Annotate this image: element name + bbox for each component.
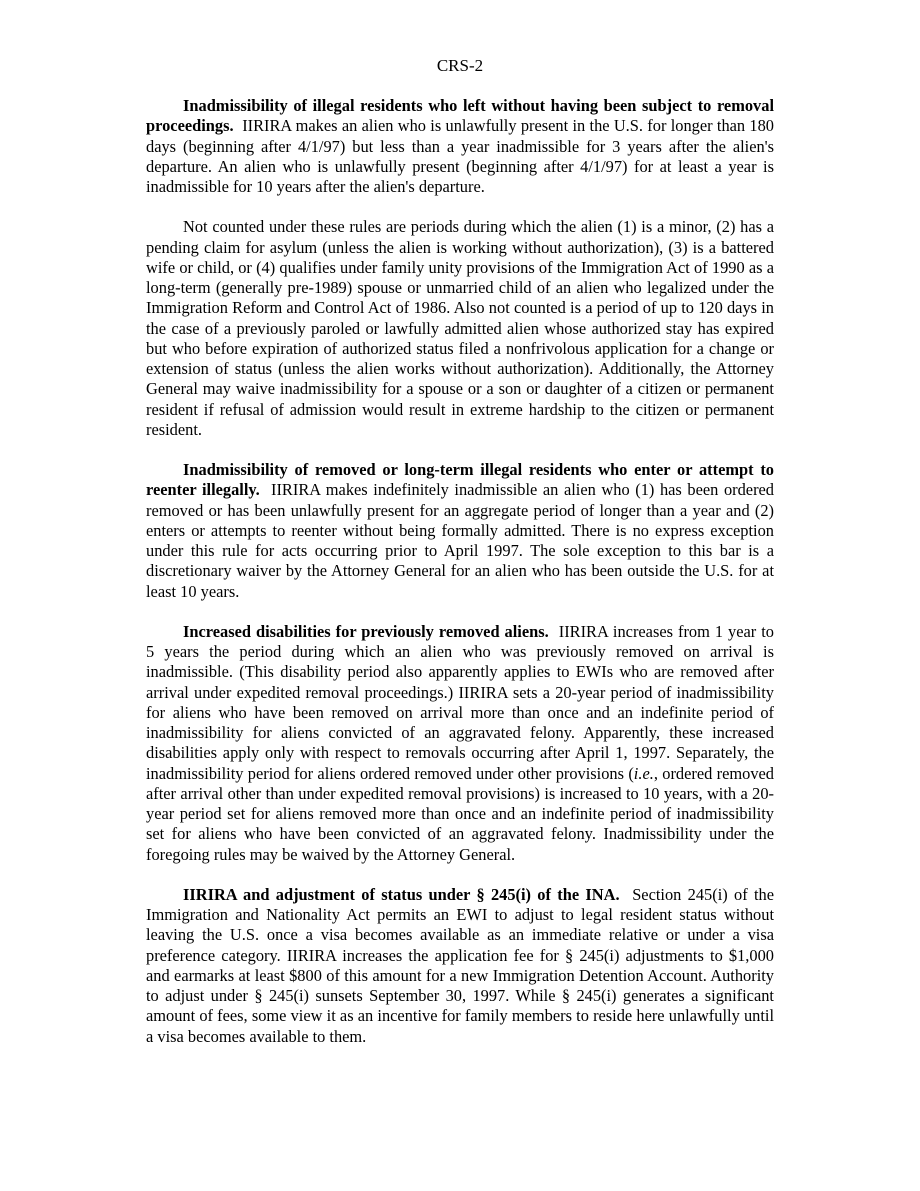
paragraph-text: Section 245(i) of the Immigration and Nationality Act permits an EWI to adjust to legal resident status without leaving the U.S. once a visa becomes available as an immediate relative or under a visa preference category. IIRIRA increases the application fee for § 245(i) adjustments to $1,000 and earmarks at least $800 of this amount for a new Immigration Detention Account. Authority to adjust under § 245(i) sunsets September 30, 1997. While § 245(i) generates a significant amount of fees, some view it as an incentive for family members to reside here unlawfully until a visa becomes available to them. [146, 884, 774, 1046]
document-body [146, 96, 774, 1067]
italic-term: i.e. [633, 763, 654, 783]
paragraph-heading: Inadmissibility of illegal residents who left without having been subject to removal proceedings. [146, 96, 774, 136]
paragraph-illegal-residents-left [146, 96, 774, 197]
paragraph-text: , ordered removed after arrival other than under expedited removal provisions) is increased to 10 years, with a 20-year period set for aliens removed more than once and an indefinite period of inadmissibility set for aliens who have been convicted of an aggravated felony. Inadmissibility under the foregoing rules may be waived by the Attorney General. [146, 763, 774, 864]
paragraph-heading: Increased disabilities for previously removed aliens. [183, 621, 549, 641]
paragraph-heading: IIRIRA and adjustment of status under § 245(i) of the INA. [183, 884, 620, 904]
paragraph-text: IIRIRA makes an alien who is unlawfully present in the U.S. for longer than 180 days (beginning after 4/1/97) but less than a year inadmissible for 3 years after the alien's departure. An alien who is unlawfully present (beginning after 4/1/97) for at least a year is inadmissible for 10 years after the alien's departure. [146, 116, 774, 196]
paragraph-text: Not counted under these rules are periods during which the alien (1) is a minor, (2) has a pending claim for asylum (unless the alien is working without authorization), (3) is a battered wife or child, or (4) qualifies under family unity provisions of the Immigration Act of 1990 as a long-term (generally pre-1989) spouse or unmarried child of an alien who legalized under the Immigration Reform and Control Act of 1986. Also not counted is a period of up to 120 days in the case of a previously paroled or lawfully admitted alien whose authorized stay has expired but who before expiration of authorized status filed a nonfrivolous application for a change or extension of status (unless the alien works without authorization). Additionally, the Attorney General may waive inadmissibility for a spouse or a son or daughter of a citizen or permanent resident if refusal of admission would result in extreme hardship to the citizen or permanent resident. [146, 217, 774, 439]
paragraph-text: IIRIRA increases from 1 year to 5 years the period during which an alien who was previously removed on arrival is inadmissible. (This disability period also apparently applies to EWIs who are removed after arrival under expedited removal proceedings.) IIRIRA sets a 20-year period of inadmissibility for aliens who have been removed on arrival more than once and an indefinite period of inadmissibility for aliens convicted of an aggravated felony. Apparently, these increased disabilities apply only with respect to removals occurring after April 1, 1997. Separately, the inadmissibility period for aliens ordered removed under other provisions ( [146, 621, 775, 783]
paragraph-periods-not-counted [146, 217, 774, 440]
page-number-header: CRS-2 [436, 56, 484, 75]
paragraph-text: IIRIRA makes indefinitely inadmissible an alien who (1) has been ordered removed or has been unlawfully present for an aggregate period of longer than a year and (2) enters or attempts to reenter without being formally admitted. There is no express exception under this rule for acts occurring prior to April 1997. The sole exception to this bar is a discretionary waiver by the Attorney General for an alien who has been outside the U.S. for at least 10 years. [146, 480, 775, 601]
paragraph-removed-reenter-illegally [146, 460, 774, 602]
paragraph-increased-disabilities [146, 622, 774, 865]
paragraph-adjustment-245i [146, 885, 774, 1047]
paragraph-heading: Inadmissibility of removed or long-term illegal residents who enter or attempt to reenter illegally. [146, 460, 774, 500]
